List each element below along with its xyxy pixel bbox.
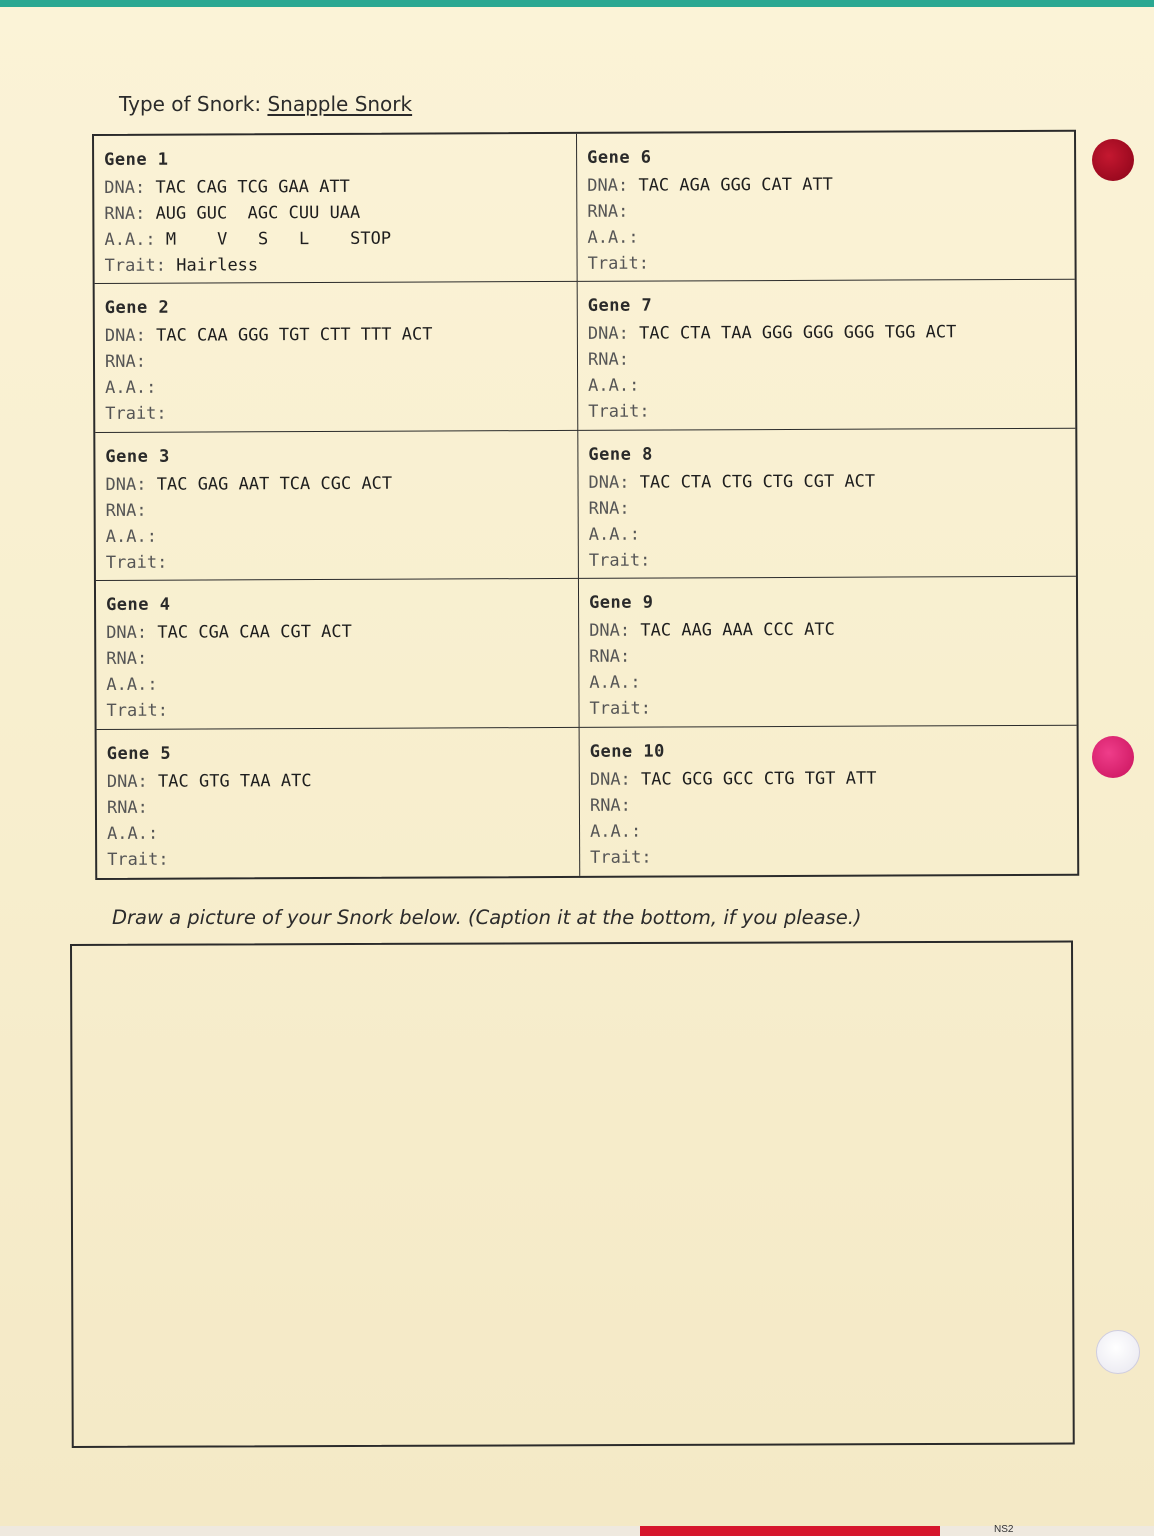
aa-label: A.A.:	[590, 821, 642, 842]
dna-label: DNA:	[589, 620, 631, 642]
trait-label: Trait:	[588, 401, 650, 423]
dna-sequence: TAC CTA CTG CTG CGT ACT	[639, 471, 876, 493]
dna-label: DNA:	[104, 326, 146, 347]
rna-label: RNA:	[588, 498, 630, 519]
dna-sequence: TAC CGA CAA CGT ACT	[157, 622, 352, 643]
binder-hole-red	[1092, 139, 1134, 181]
dna-label: DNA:	[105, 474, 147, 495]
rna-label: RNA:	[589, 795, 631, 816]
dna-sequence: TAC CAA GGG TGT CTT TTT ACT	[156, 324, 433, 347]
rna-label: RNA:	[104, 203, 146, 224]
gene-title: Gene 10	[589, 741, 665, 762]
rna-label: RNA:	[105, 500, 147, 521]
trait-label: Trait:	[590, 847, 652, 868]
gene-table	[92, 130, 1079, 880]
red-folder-edge	[640, 1526, 940, 1536]
dna-label: DNA:	[588, 472, 630, 493]
dna-sequence: TAC AAG AAA CCC ATC	[640, 619, 835, 641]
gene-title: Gene 1	[104, 149, 169, 170]
dna-label: DNA:	[587, 324, 629, 345]
rna-label: RNA:	[106, 648, 148, 670]
aa-label: A.A.:	[105, 526, 157, 547]
gene-title: Gene 7	[587, 295, 653, 317]
trait-label: Trait:	[104, 255, 167, 276]
gene-title: Gene 3	[105, 446, 170, 467]
gene-title: Gene 9	[589, 592, 654, 614]
gene-title: Gene 4	[106, 594, 171, 616]
gene-cell	[577, 132, 1075, 283]
gene-title: Gene 2	[104, 298, 170, 319]
drawing-instructions: Draw a picture of your Snork below. (Caption it at the bottom, if you please.)	[112, 906, 862, 929]
aa-label: A.A.:	[588, 376, 640, 397]
aa-label: A.A.:	[587, 227, 639, 248]
binder-hole-pink	[1092, 736, 1134, 778]
dna-label: DNA:	[104, 177, 146, 198]
gene-cell	[578, 280, 1076, 431]
gene-title: Gene 5	[106, 743, 172, 764]
dna-sequence: TAC AGA GGG CAT ATT	[638, 174, 833, 196]
drawing-area[interactable]	[70, 940, 1075, 1447]
dna-sequence: TAC GTG TAA ATC	[157, 770, 312, 792]
gene-cell	[95, 431, 579, 581]
dna-label: DNA:	[587, 175, 629, 196]
folder-edge-strip	[0, 0, 1154, 7]
rna-label: RNA:	[589, 646, 631, 668]
snork-type-value: Snapple Snork	[267, 92, 413, 116]
aa-label: A.A.:	[104, 229, 156, 250]
trait-label: Trait:	[588, 550, 651, 571]
gene-title: Gene 6	[587, 147, 652, 168]
binder-hole-white	[1096, 1330, 1140, 1374]
gene-cell	[94, 134, 578, 284]
underlying-page-edge	[0, 1526, 1154, 1536]
dna-label: DNA:	[106, 771, 148, 792]
dna-sequence: TAC CTA TAA GGG GGG GGG TGG ACT	[639, 322, 957, 345]
rna-sequence[interactable]: AUG GUC AGC CUU UAA	[155, 202, 361, 224]
gene-cell	[578, 429, 1076, 580]
amino-acids[interactable]: M V S L STOP	[165, 228, 392, 250]
gene-cell	[580, 725, 1078, 876]
dna-sequence: TAC GAG AAT TCA CGC ACT	[156, 473, 393, 495]
gene-title: Gene 8	[588, 444, 653, 465]
dna-sequence: TAC CAG TCG GAA ATT	[155, 176, 350, 198]
aa-label: A.A.:	[105, 378, 157, 399]
trait-label: Trait:	[107, 849, 169, 870]
rna-label: RNA:	[587, 201, 629, 222]
trait-label: Trait:	[587, 253, 650, 274]
rna-label: RNA:	[587, 350, 629, 371]
gene-cell	[95, 282, 579, 433]
dna-label: DNA:	[106, 622, 148, 644]
page-tag: NS2	[994, 1524, 1014, 1535]
gene-cell	[96, 579, 580, 730]
rna-label: RNA:	[106, 797, 148, 818]
gene-cell	[579, 577, 1077, 728]
aa-label: A.A.:	[588, 524, 640, 545]
dna-label: DNA:	[589, 769, 631, 790]
trait-label: Trait:	[106, 700, 168, 722]
aa-label: A.A.:	[107, 823, 159, 844]
trait-label: Trait:	[589, 698, 651, 720]
aa-label: A.A.:	[589, 672, 641, 694]
snork-type-label: Type of Snork:	[119, 92, 262, 116]
dna-sequence: TAC GCG GCC CTG TGT ATT	[640, 768, 877, 790]
trait-label: Trait:	[105, 404, 167, 425]
gene-cell	[97, 727, 581, 877]
snork-type-line	[119, 92, 412, 116]
aa-label: A.A.:	[106, 674, 158, 696]
trait-label: Trait:	[105, 552, 168, 573]
rna-label: RNA:	[104, 352, 146, 373]
trait-value[interactable]: Hairless	[176, 255, 259, 276]
